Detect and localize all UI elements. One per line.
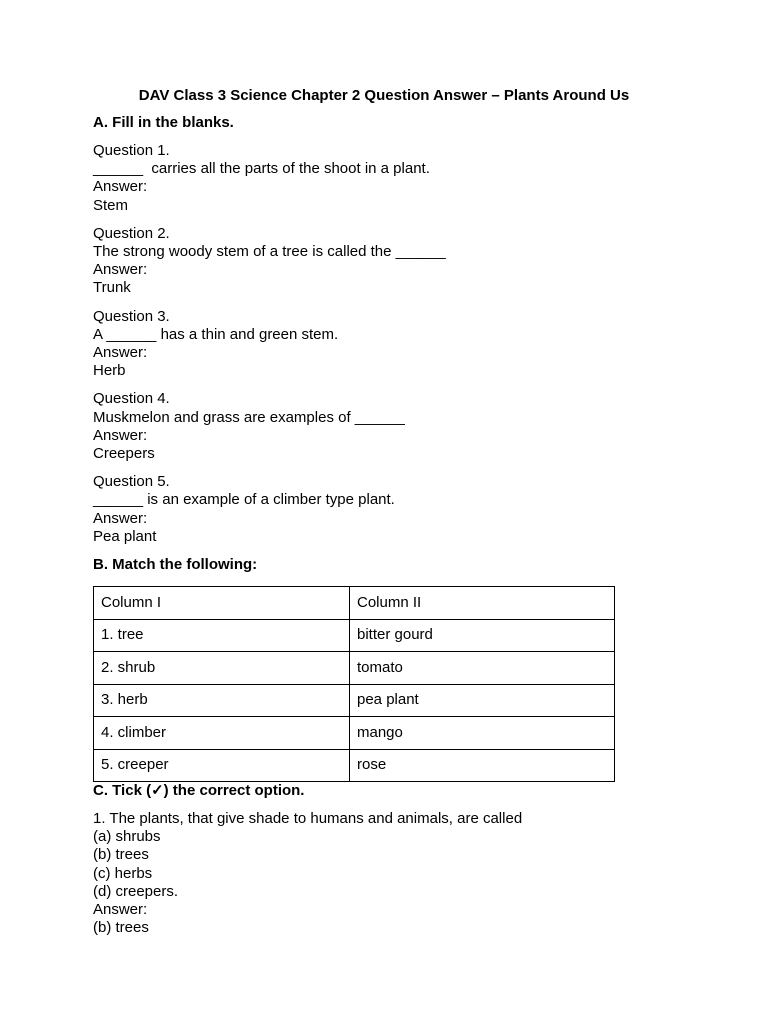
question-text: A ______ has a thin and green stem. [93,325,339,343]
table-row [94,652,615,685]
table-cell: rose [350,749,615,782]
answer-text: (b) trees [93,919,149,937]
question-text: ______ carries all the parts of the shoot in a plant. [93,160,430,178]
section-c-heading: C. Tick (✓) the correct option. [93,782,305,800]
table-cell: 4. climber [94,717,350,750]
section-a-heading: A. Fill in the blanks. [93,114,234,131]
answer-text: Stem [93,196,129,214]
match-table [93,586,615,782]
section-b-heading: B. Match the following: [93,556,258,574]
answer-text: Trunk [93,279,131,297]
table-row [94,684,615,717]
question-text: ______ is an example of a climber type plant. [93,491,395,509]
question-label: Question 5. [93,473,170,491]
question-label: Question 4. [93,390,170,408]
answer-label: Answer: [93,509,148,527]
table-cell: tomato [350,652,615,685]
answer-label: Answer: [93,344,148,362]
document-body [93,114,713,937]
mcq-option: (c) herbs [93,864,153,882]
table-row [94,619,615,652]
table-cell: 1. tree [94,619,350,652]
question-label: Question 1. [93,142,170,159]
mcq-block [93,810,713,937]
page-title: DAV Class 3 Science Chapter 2 Question Answer – Plants Around Us [138,87,630,104]
mcq-option: (d) creepers. [93,882,179,900]
question-block [93,390,713,463]
answer-text: Creepers [93,445,155,463]
table-cell: 2. shrub [94,652,350,685]
table-cell: pea plant [350,684,615,717]
answer-label: Answer: [93,178,148,196]
table-row [94,749,615,782]
table-cell: 5. creeper [94,749,350,782]
answer-label: Answer: [93,901,148,919]
mcq-list [93,810,713,937]
answer-label: Answer: [93,426,148,444]
table-header-row [94,587,615,620]
table-cell: bitter gourd [350,619,615,652]
mcq-question-text: 1. The plants, that give shade to humans and animals, are called [93,810,523,828]
question-block [93,225,713,298]
question-label: Question 3. [93,307,170,325]
question-label: Question 2. [93,224,170,242]
question-text: The strong woody stem of a tree is called the ______ [93,243,446,261]
column-header: Column II [350,587,615,620]
question-block [93,473,713,546]
answer-text: Herb [93,362,126,380]
mcq-option: (b) trees [93,846,149,864]
question-block [93,308,713,381]
question-text: Muskmelon and grass are examples of ______ [93,408,405,426]
question-block [93,142,713,215]
table-cell: mango [350,717,615,750]
table-row [94,717,615,750]
mcq-option: (a) shrubs [93,828,161,846]
fill-in-blanks-list [93,142,713,546]
answer-label: Answer: [93,261,148,279]
table-cell: 3. herb [94,684,350,717]
column-header: Column I [94,587,350,620]
answer-text: Pea plant [93,527,157,545]
